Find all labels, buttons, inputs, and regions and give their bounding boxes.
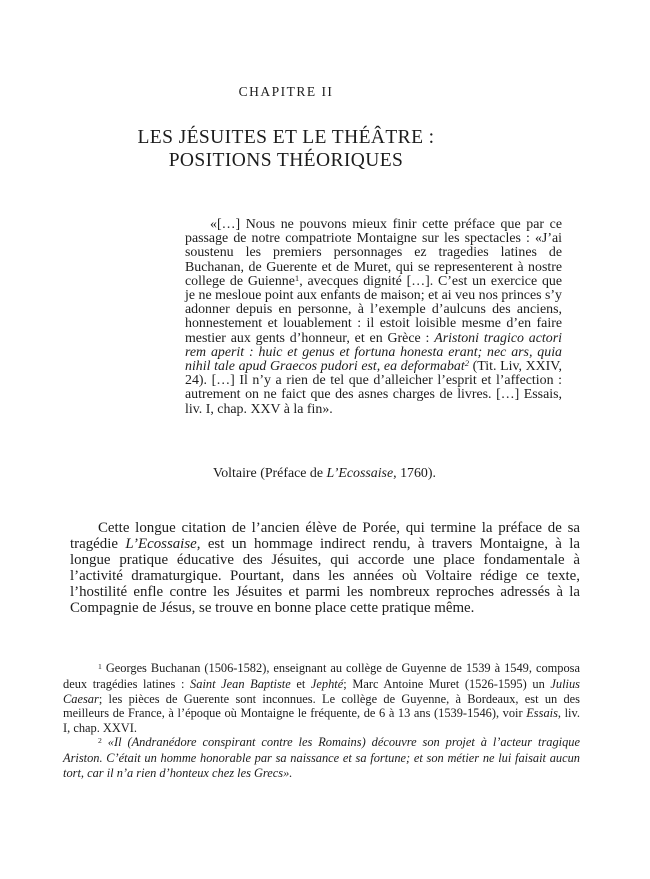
footnote-1: $^1$ Georges Buchanan (1506-1582), enseignant au collège de Guyenne de 1539 à 1549, composa deux tragédies latines : Saint Jean Baptiste et Jephté; Marc Antoine Muret (1526-1595) un Julius Caesar; les pièces de Guerente sont inconnues. Le collège de Guyenne, à Bordeaux, est un des meilleurs de France, à l’époque où Montaigne le fréquente, de 6 à 13 ans (1539-1546), voir Essais, liv. I, chap. XXVI. (63, 661, 580, 735)
body-paragraph: Cette longue citation de l’ancien élève de Porée, qui termine la préface de sa tragédie L’Ecossaise, est un hommage indirect rendu, à travers Montaigne, à la longue pratique éducative des Jésuites, qui accorde une place fondamentale à l’activité dramaturgique. Pourtant, dans les années où Voltaire rédige ce texte, l’hostilité enfle contre les Jésuites et parmi les nombreux reproches adressés à la Compagnie de Jésus, se trouve en bonne place cette pratique même. (70, 520, 580, 616)
epigraph-quotation: «[…] Nous ne pouvons mieux finir cette préface que par ce passage de notre compatriote Montaigne sur les spectacles : «J’ai soustenu les premiers personnages ez tragedies latines de Buchanan, de Guerente et de Muret, qui se representerent à nostre college de Guienne$^1$, avecques dignité […]. C’est un exercice que je ne mesloue point aux enfants de maison; et ai veu nos princes s’y adonner depuis en personne, à l’exemple d’aulcuns des anciens, honnestement et louablement : il estoit loisible mesme d’en faire mestier aux gents d’honneur, et en Grèce : Aristoni tragico actori rem aperit : huic et genus et fortuna honesta erant; nec ars, quia nihil tale apud Graecos pudori est, ea deformabat$^2$ (Tit. Liv, XXIV, 24). […] Il n’y a rien de tel que d’alleicher l’esprit et l’affection : autrement on ne faict que des asnes charges de livres. […] Essais, liv. I, chap. XXV à la fin». (185, 217, 563, 417)
footnote-2: $^2$ «Il (Andranédore conspirant contre les Romains) découvre son projet à l’acteur tragique Ariston. C’était un homme honorable par sa naissance et sa fortune; et son métier ne lui faisait aucun tort, car il n’a rien d’honteux chez les Grecs». (63, 735, 580, 780)
page-title-line-1: LES JÉSUITES ET LE THÉÂTRE : (137, 127, 435, 148)
quotation-attribution: Voltaire (Préface de L’Ecossaise, 1760). (213, 466, 436, 481)
page-title-line-2: POSITIONS THÉORIQUES (168, 149, 404, 171)
footnotes-section (63, 661, 580, 780)
chapter-heading: CHAPITRE II (238, 84, 334, 99)
page-title (0, 127, 611, 172)
